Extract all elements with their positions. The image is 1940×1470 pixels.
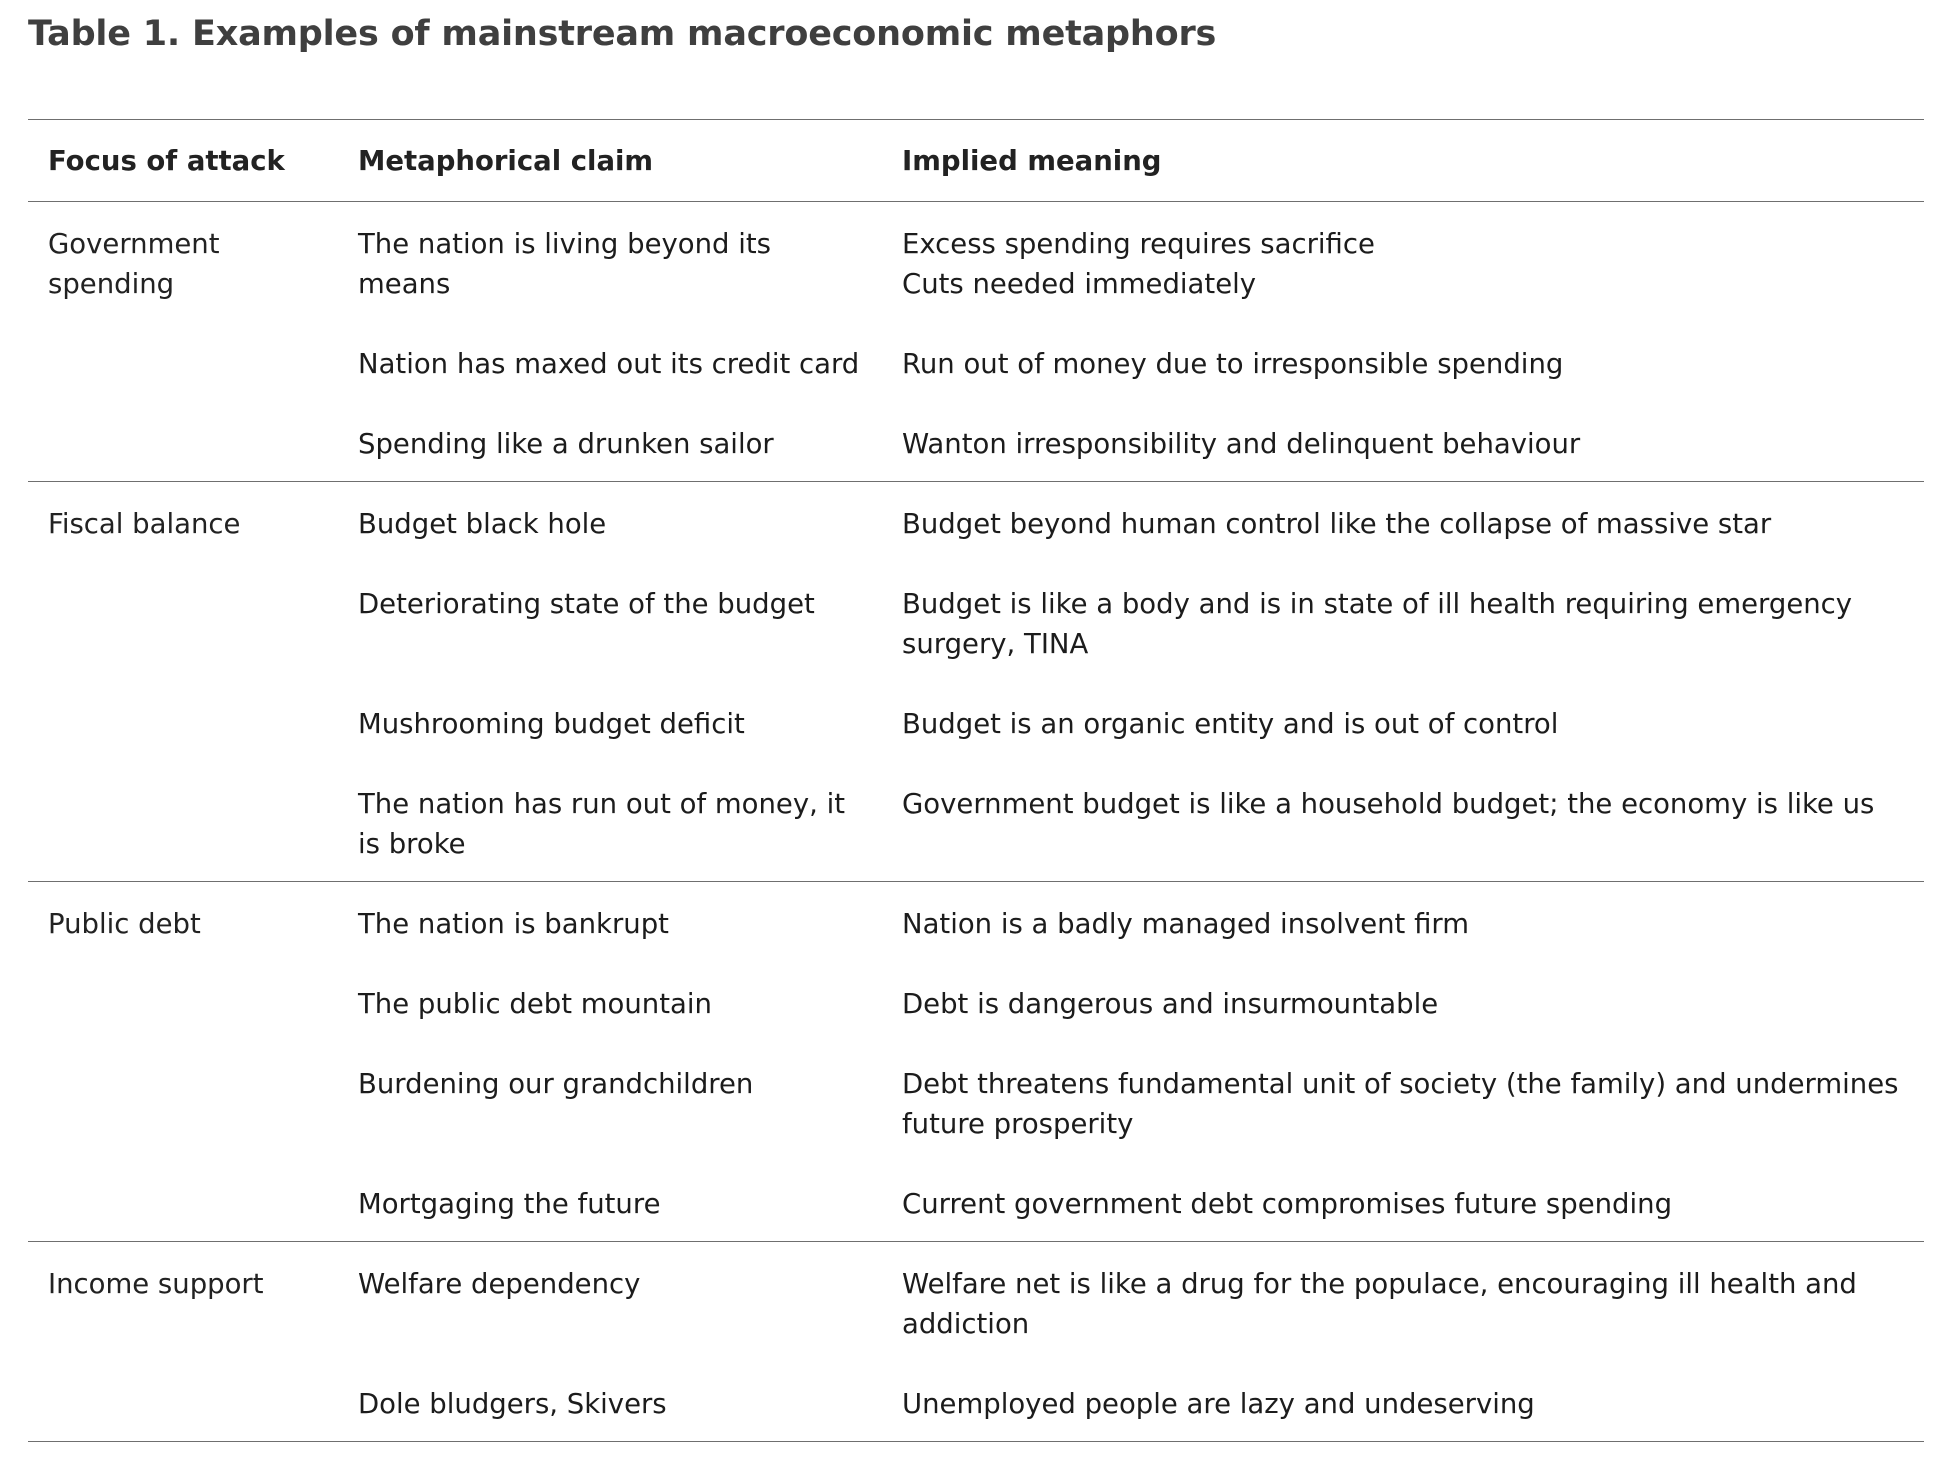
claim-cell: Deteriorating state of the budget (358, 588, 815, 620)
table-row (28, 1242, 1924, 1385)
table-row (28, 882, 1924, 985)
meaning-line: Cuts needed immediately (902, 268, 1257, 300)
claim-cell: Mortgaging the future (358, 1188, 661, 1220)
meaning-cell (882, 984, 1924, 1064)
table-row (28, 1384, 1924, 1442)
claim-cell: Spending like a drunken sailor (358, 428, 774, 460)
focus-cell: Income support (48, 1268, 264, 1300)
claim-cell: The public debt mountain (358, 988, 712, 1020)
column-header-focus: Focus of attack (48, 145, 285, 177)
table-row (28, 344, 1924, 424)
meaning-cell (882, 424, 1924, 482)
table-row (28, 1184, 1924, 1242)
meaning-line: Budget beyond human control like the collapse of massive star (902, 508, 1772, 540)
meaning-cell (882, 202, 1924, 345)
focus-cell (28, 784, 338, 882)
focus-cell (28, 424, 338, 482)
table-row (28, 424, 1924, 482)
column-header-meaning: Implied meaning (902, 145, 1162, 177)
claim-cell: Budget black hole (358, 508, 607, 540)
claim-cell: Burdening our grandchildren (358, 1068, 754, 1100)
table-row (28, 704, 1924, 784)
meaning-cell (882, 704, 1924, 784)
claim-cell: The nation has run out of money, it is broke (358, 788, 846, 860)
meaning-line: Unemployed people are lazy and undeserving (902, 1388, 1535, 1420)
meaning-line: Current government debt compromises future spending (902, 1188, 1673, 1220)
table-row (28, 984, 1924, 1064)
meaning-cell (882, 344, 1924, 424)
claim-cell: The nation is bankrupt (358, 908, 669, 940)
meaning-cell (882, 882, 1924, 985)
focus-cell (28, 1384, 338, 1442)
meaning-cell (882, 1064, 1924, 1184)
table-group (28, 1242, 1924, 1442)
header-row (28, 120, 1924, 202)
claim-cell: Nation has maxed out its credit card (358, 348, 860, 380)
focus-cell: Government spending (48, 228, 220, 300)
table-row (28, 784, 1924, 882)
table-title: Table 1. Examples of mainstream macroeconomic metaphors (28, 14, 1217, 54)
meaning-cell (882, 1184, 1924, 1242)
column-header-claim: Metaphorical claim (358, 145, 654, 177)
meaning-line: Nation is a badly managed insolvent firm (902, 908, 1469, 940)
metaphors-table (28, 119, 1924, 1442)
focus-cell (28, 1064, 338, 1184)
claim-cell: Welfare dependency (358, 1268, 641, 1300)
meaning-line: Budget is an organic entity and is out of control (902, 708, 1559, 740)
meaning-cell (882, 584, 1924, 704)
table-group (28, 482, 1924, 882)
meaning-line: Debt threatens fundamental unit of society (the family) and undermines future prosperity (902, 1068, 1899, 1140)
focus-cell: Fiscal balance (48, 508, 241, 540)
claim-cell: Dole bludgers, Skivers (358, 1388, 667, 1420)
table-row (28, 584, 1924, 704)
meaning-cell (882, 482, 1924, 585)
focus-cell (28, 584, 338, 704)
table-header (28, 120, 1924, 202)
table-group (28, 882, 1924, 1242)
focus-cell (28, 704, 338, 784)
meaning-line: Budget is like a body and is in state of ill health requiring emergency surgery, TINA (902, 588, 1853, 660)
meaning-line: Government budget is like a household budget; the economy is like us (902, 788, 1875, 820)
focus-cell (28, 344, 338, 424)
meaning-cell (882, 784, 1924, 882)
meaning-line: Wanton irresponsibility and delinquent behaviour (902, 428, 1581, 460)
claim-cell: Mushrooming budget deficit (358, 708, 745, 740)
meaning-cell (882, 1242, 1924, 1385)
meaning-line: Welfare net is like a drug for the populace, encouraging ill health and addiction (902, 1268, 1857, 1340)
focus-cell (28, 1184, 338, 1242)
focus-cell (28, 984, 338, 1064)
meaning-line: Excess spending requires sacrifice (902, 228, 1375, 260)
table-group (28, 202, 1924, 482)
table-row (28, 482, 1924, 585)
meaning-line: Debt is dangerous and insurmountable (902, 988, 1439, 1020)
focus-cell: Public debt (48, 908, 201, 940)
table-row (28, 1064, 1924, 1184)
claim-cell: The nation is living beyond its means (358, 228, 771, 300)
meaning-line: Run out of money due to irresponsible spending (902, 348, 1564, 380)
meaning-cell (882, 1384, 1924, 1442)
table-row (28, 202, 1924, 345)
